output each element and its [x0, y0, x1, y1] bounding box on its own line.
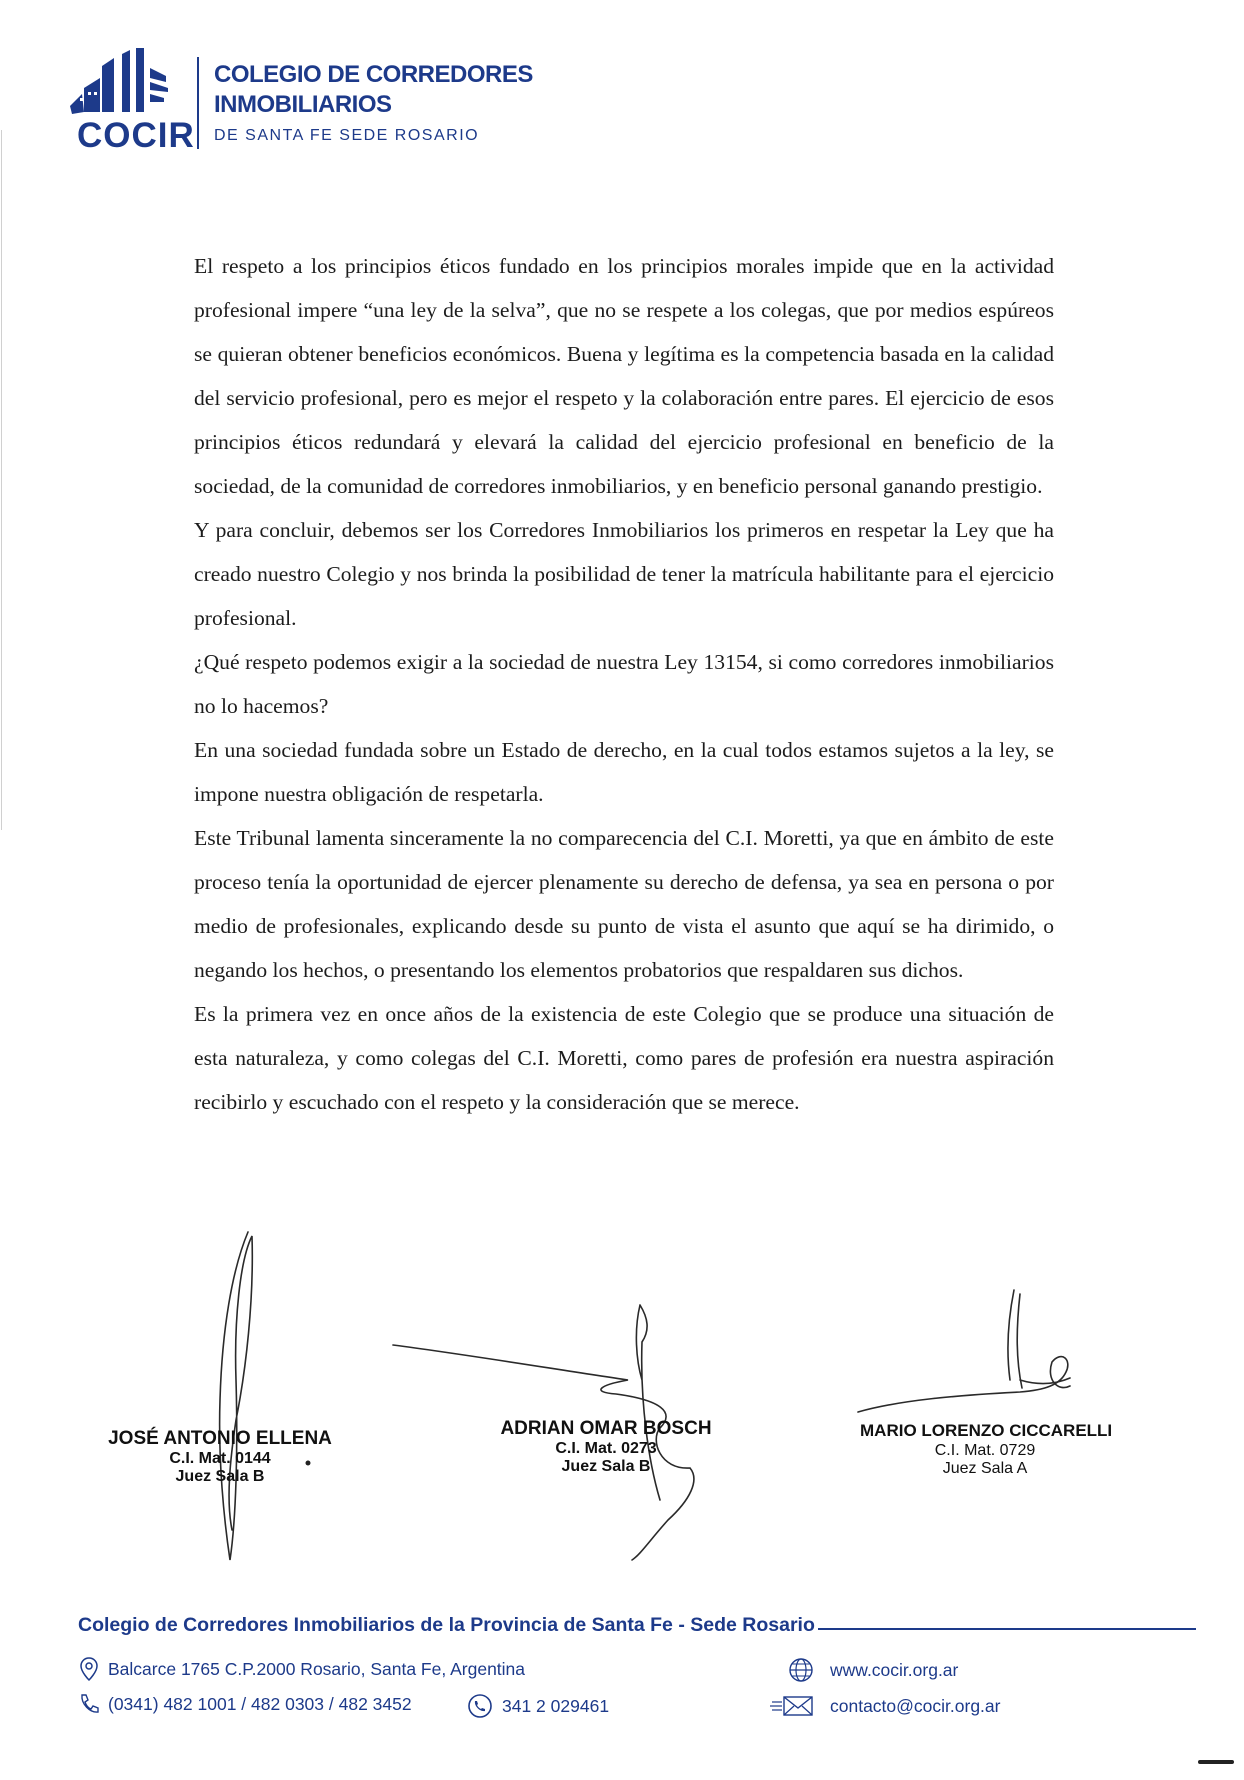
signer-role: Juez Sala B	[561, 1458, 651, 1475]
website-link[interactable]: www.cocir.org.ar	[830, 1659, 959, 1680]
footer-title: Colegio de Corredores Inmobiliarios de la Provincia de Santa Fe - Sede Rosario	[78, 1614, 815, 1636]
org-name-line1: COLEGIO DE CORREDORES	[214, 61, 533, 88]
paragraph: Es la primera vez en once años de la existencia de este Colegio que se produce una situación de esta naturaleza, y como colegas del C.I. Moretti, como pares de profesión era nuestra aspiración recibirlo y escuchado con el respeto y la consideración que se merece.	[194, 1002, 1054, 1114]
org-name-line3: DE SANTA FE SEDE ROSARIO	[214, 127, 480, 144]
address-text: Balcarce 1765 C.P.2000 Rosario, Santa Fe, Argentina	[108, 1658, 526, 1679]
signer-name: MARIO LORENZO CICCARELLI	[860, 1421, 1113, 1440]
signer-matricula: C.I. Mat. 0273	[555, 1440, 657, 1457]
footer-whatsapp	[466, 1692, 609, 1720]
signer-name: JOSÉ ANTONIO ELLENA	[108, 1428, 332, 1449]
signature-block-3	[860, 1420, 1113, 1478]
footer-email	[770, 1692, 1000, 1720]
email-link[interactable]: contacto@cocir.org.ar	[830, 1695, 1001, 1716]
signer-role: Juez Sala A	[942, 1460, 1028, 1477]
footer-rule	[818, 1628, 1196, 1630]
globe-icon	[786, 1656, 816, 1684]
footer-address	[78, 1656, 525, 1682]
paragraph: El respeto a los principios éticos fundado en los principios morales impide que en la actividad profesional impere “una ley de la selva”, que no se respete a los colegas, que por medios espúreos se quieran obtener beneficios económicos. Buena y legítima es la competencia basada en la calidad del servicio profesional, pero es mejor el respeto y la colaboración entre pares. El ejercicio de esos principios éticos redundará y elevará la calidad del ejercicio profesional en beneficio de la sociedad, de la comunidad de corredores inmobiliarios, y en beneficio personal ganando prestigio.	[194, 254, 1054, 498]
location-pin-icon	[78, 1656, 100, 1682]
logo-wordmark: COCIR	[77, 116, 195, 155]
signer-matricula: C.I. Mat. 0729	[934, 1442, 1036, 1459]
signature-ellena	[220, 1232, 253, 1560]
signature-block-2	[486, 1418, 726, 1476]
org-name-line2: INMOBILIARIOS	[214, 91, 392, 118]
signer-matricula: C.I. Mat. 0144	[169, 1450, 271, 1467]
corner-mark	[1198, 1760, 1234, 1764]
phone-icon	[78, 1692, 100, 1716]
email-icon	[770, 1692, 816, 1720]
phone-text[interactable]: (0341) 482 1001 / 482 0303 / 482 3452	[108, 1693, 412, 1714]
paragraph: Este Tribunal lamenta sinceramente la no comparecencia del C.I. Moretti, ya que en ámbito de este proceso tenía la oportunidad de ejercer plenamente su derecho de defensa, ya sea en persona o por medio de profesionales, explicando desde su punto de vista el asunto que aquí se ha dirimido, o negando los hechos, o presentando los elementos probatorios que respaldaren sus dichos.	[194, 826, 1054, 982]
paragraph: ¿Qué respeto podemos exigir a la sociedad de nuestra Ley 13154, si como corredores inmobiliarios no lo hacemos?	[194, 650, 1054, 718]
signature-ciccarelli	[858, 1357, 1070, 1412]
footer-phone	[78, 1692, 412, 1716]
footer-website	[786, 1656, 958, 1684]
paragraph: En una sociedad fundada sobre un Estado de derecho, en la cual todos estamos sujetos a la ley, se impone nuestra obligación de respetarla.	[194, 738, 1054, 806]
whatsapp-text[interactable]: 341 2 029461	[502, 1695, 610, 1716]
whatsapp-icon	[466, 1692, 494, 1720]
signer-role: Juez Sala B	[175, 1468, 265, 1485]
paragraph: Y para concluir, debemos ser los Corredores Inmobiliarios los primeros en respetar la Ley que ha creado nuestro Colegio y nos brinda la posibilidad de tener la matrícula habilitante para el ejercicio profesional.	[194, 518, 1054, 630]
signer-name: ADRIAN OMAR BOSCH	[500, 1418, 712, 1439]
signature-block-1	[100, 1428, 340, 1486]
